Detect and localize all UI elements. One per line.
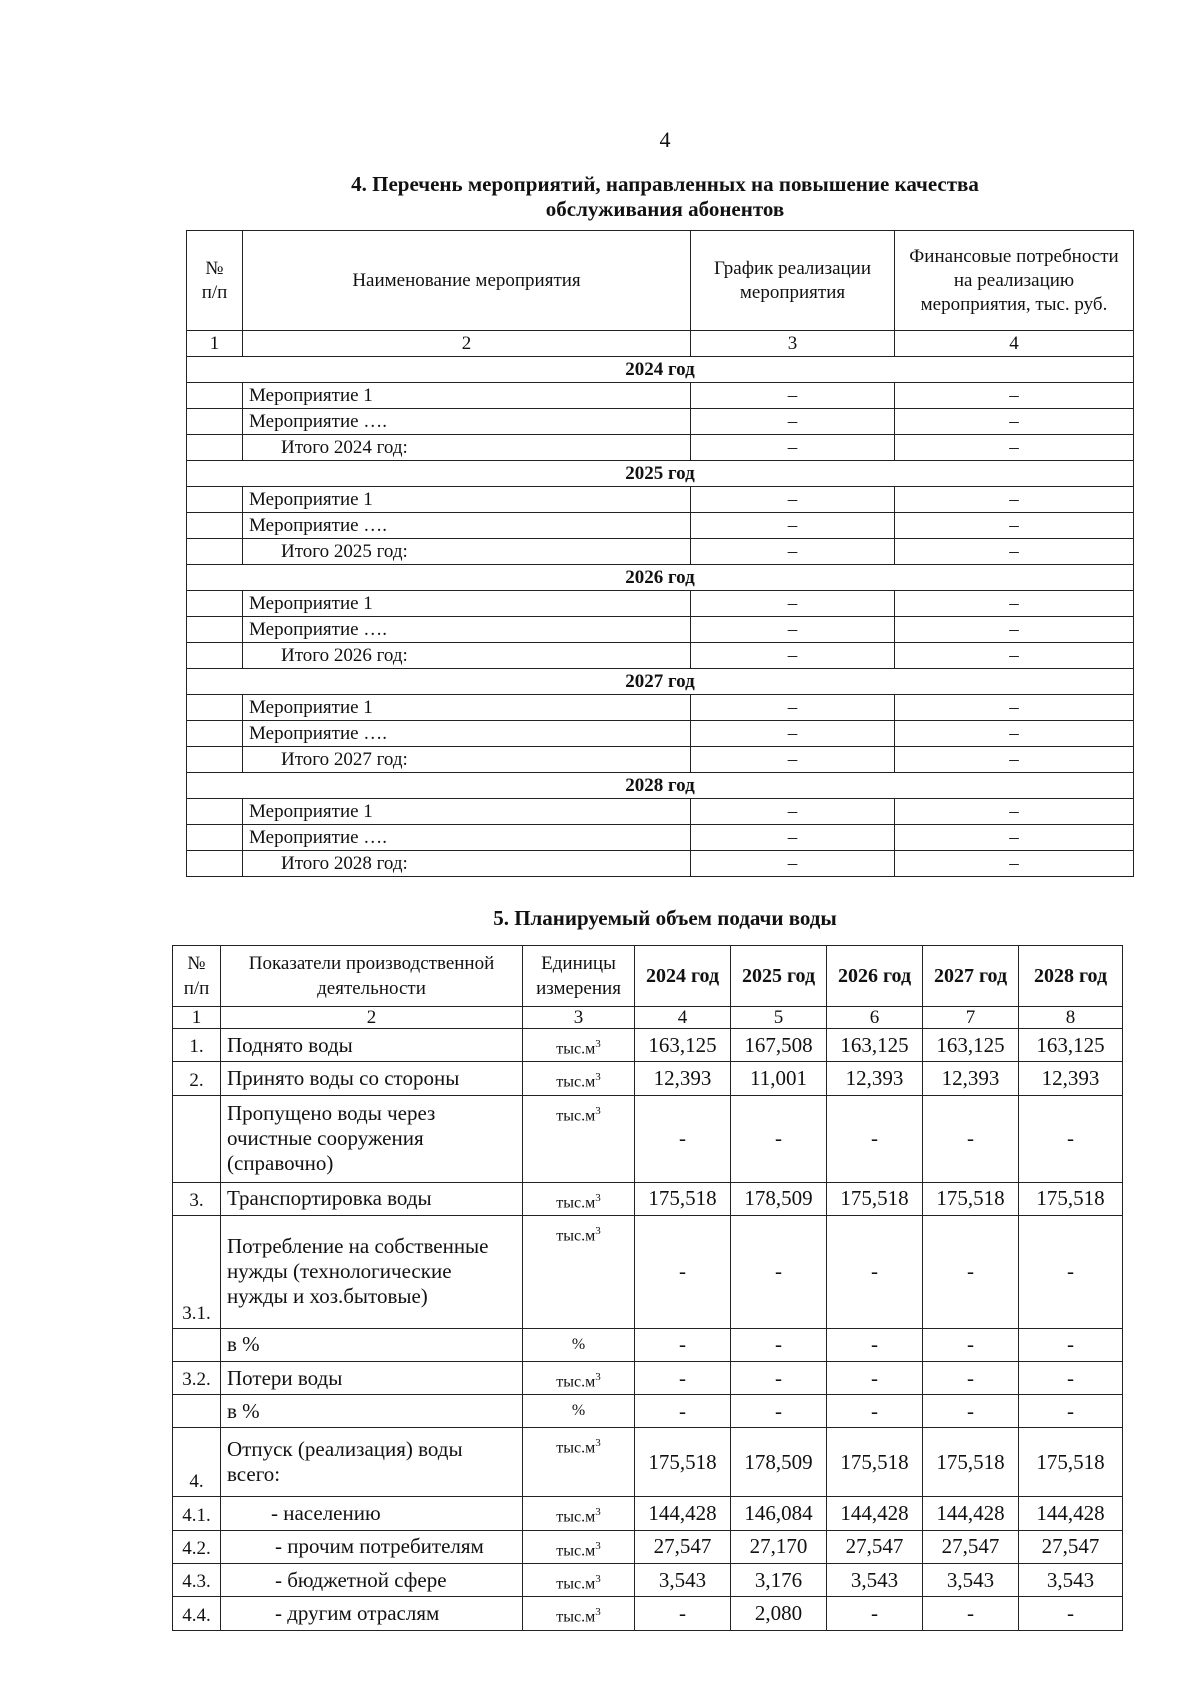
col-number: 1 (173, 1007, 221, 1029)
header-year: 2025 год (731, 946, 827, 1007)
page-number: 4 (659, 127, 671, 152)
table-row (173, 1497, 1123, 1530)
value-cell: 144,428 (635, 1497, 731, 1530)
value-cell: - (827, 1597, 923, 1630)
col-number: 1 (187, 331, 243, 357)
event-name: Мероприятие …. (243, 825, 691, 851)
year-group-row (187, 357, 1134, 383)
unit-cell (523, 1361, 635, 1394)
event-finance: – (895, 409, 1134, 435)
table-row (187, 721, 1134, 747)
table-row (173, 1361, 1123, 1394)
event-name: Итого 2025 год: (243, 539, 691, 565)
row-num (173, 1328, 221, 1361)
table-row (187, 851, 1134, 877)
unit-superscript: 3 (595, 1606, 601, 1619)
table-row (187, 643, 1134, 669)
table-row (187, 409, 1134, 435)
unit-cell (523, 1563, 635, 1596)
year-label: 2028 год (187, 773, 1134, 799)
value-cell: - (635, 1361, 731, 1394)
indicator-name: Транспортировка воды (221, 1182, 523, 1215)
table-row (173, 1182, 1123, 1215)
event-finance: – (895, 825, 1134, 851)
table-row (173, 1563, 1123, 1596)
event-schedule: – (691, 695, 895, 721)
col-number: 5 (731, 1007, 827, 1029)
value-cell: - (827, 1095, 923, 1182)
section5-title: 5. Планируемый объем подачи воды (493, 906, 837, 930)
row-num (173, 1395, 221, 1428)
events-table (186, 230, 1134, 877)
table-row (173, 1095, 1123, 1182)
event-finance: – (895, 851, 1134, 877)
col-number: 4 (895, 331, 1134, 357)
row-num (187, 513, 243, 539)
row-num: 4.4. (173, 1597, 221, 1630)
value-cell: 175,518 (1019, 1182, 1123, 1215)
value-cell: 3,543 (1019, 1563, 1123, 1596)
value-cell: 144,428 (827, 1497, 923, 1530)
event-schedule: – (691, 487, 895, 513)
row-num (187, 695, 243, 721)
value-cell: 3,176 (731, 1563, 827, 1596)
unit-text: тыс.м (556, 1073, 596, 1091)
value-cell: 167,508 (731, 1029, 827, 1062)
value-cell: - (635, 1328, 731, 1361)
row-num (187, 617, 243, 643)
table-row (187, 617, 1134, 643)
row-num: 4. (173, 1428, 221, 1497)
row-num (187, 591, 243, 617)
value-cell: 175,518 (827, 1182, 923, 1215)
event-name: Мероприятие …. (243, 617, 691, 643)
table-row (173, 1530, 1123, 1563)
event-schedule: – (691, 409, 895, 435)
unit-cell (523, 1428, 635, 1497)
unit-text: тыс.м (556, 1439, 596, 1457)
value-cell: - (1019, 1095, 1123, 1182)
indicator-name: - бюджетной сфере (221, 1563, 523, 1596)
year-label: 2025 год (187, 461, 1134, 487)
event-schedule: – (691, 435, 895, 461)
value-cell: - (731, 1395, 827, 1428)
event-finance: – (895, 617, 1134, 643)
event-finance: – (895, 721, 1134, 747)
col-number: 3 (523, 1007, 635, 1029)
value-cell: 175,518 (827, 1428, 923, 1497)
event-finance: – (895, 539, 1134, 565)
value-cell: - (635, 1215, 731, 1328)
table-row (187, 435, 1134, 461)
event-name: Итого 2028 год: (243, 851, 691, 877)
value-cell: 175,518 (1019, 1428, 1123, 1497)
unit-text: тыс.м (556, 1508, 596, 1526)
table-row (173, 1029, 1123, 1062)
event-name: Мероприятие …. (243, 409, 691, 435)
value-cell: 3,543 (635, 1563, 731, 1596)
unit-superscript: 3 (595, 1038, 601, 1050)
row-num: 2. (173, 1062, 221, 1095)
event-schedule: – (691, 383, 895, 409)
event-name: Мероприятие 1 (243, 799, 691, 825)
unit-cell (523, 1328, 635, 1361)
indicator-name: Поднято воды (221, 1029, 523, 1062)
header-schedule: График реализации мероприятия (691, 231, 895, 331)
value-cell: 3,543 (923, 1563, 1019, 1596)
unit-text: тыс.м (556, 1193, 596, 1211)
table-row (187, 513, 1134, 539)
event-schedule: – (691, 539, 895, 565)
unit-text: тыс.м (556, 1608, 596, 1626)
event-finance: – (895, 643, 1134, 669)
table-row (173, 1328, 1123, 1361)
event-schedule: – (691, 643, 895, 669)
unit-superscript: 3 (595, 1224, 601, 1237)
value-cell: - (1019, 1597, 1123, 1630)
row-num (187, 825, 243, 851)
unit-text: тыс.м (556, 1373, 596, 1391)
header-event-name: Наименование мероприятия (243, 231, 691, 331)
value-cell: - (731, 1095, 827, 1182)
unit-superscript: 3 (595, 1506, 601, 1519)
table-row (187, 799, 1134, 825)
value-cell: - (1019, 1395, 1123, 1428)
row-num (187, 721, 243, 747)
table-row (173, 1395, 1123, 1428)
event-schedule: – (691, 825, 895, 851)
unit-superscript: 3 (595, 1071, 601, 1084)
value-cell: 163,125 (923, 1029, 1019, 1062)
section4-title-line2: обслуживания абонентов (545, 197, 785, 221)
value-cell: - (923, 1215, 1019, 1328)
unit-superscript: 3 (595, 1539, 601, 1552)
event-name: Мероприятие …. (243, 513, 691, 539)
event-name: Мероприятие …. (243, 721, 691, 747)
unit-cell (523, 1215, 635, 1328)
event-finance: – (895, 799, 1134, 825)
value-cell: 27,170 (731, 1530, 827, 1563)
unit-cell (523, 1182, 635, 1215)
row-num (187, 747, 243, 773)
unit-superscript: 3 (595, 1370, 601, 1383)
table-row (187, 695, 1134, 721)
event-schedule: – (691, 851, 895, 877)
value-cell: 27,547 (827, 1530, 923, 1563)
value-cell: 175,518 (923, 1182, 1019, 1215)
event-schedule: – (691, 591, 895, 617)
header-num: № п/п (187, 231, 243, 331)
row-num (187, 539, 243, 565)
table-row (173, 1062, 1123, 1095)
header-finance: Финансовые потребности на реализацию мероприятия, тыс. руб. (895, 231, 1134, 331)
event-schedule: – (691, 721, 895, 747)
value-cell: - (635, 1395, 731, 1428)
header-indicator: Показатели производственной деятельности (221, 946, 523, 1007)
event-schedule: – (691, 513, 895, 539)
col-number: 3 (691, 331, 895, 357)
indicator-name: Пропущено воды через очистные сооружения (справочно) (221, 1095, 523, 1182)
indicator-name: в % (221, 1328, 523, 1361)
event-schedule: – (691, 617, 895, 643)
table-row (187, 591, 1134, 617)
value-cell: - (827, 1361, 923, 1394)
unit-cell (523, 1395, 635, 1428)
year-group-row (187, 669, 1134, 695)
unit-cell (523, 1497, 635, 1530)
value-cell: 146,084 (731, 1497, 827, 1530)
events-table-header (187, 231, 1134, 331)
value-cell: 178,509 (731, 1428, 827, 1497)
row-num (187, 799, 243, 825)
value-cell: 27,547 (1019, 1530, 1123, 1563)
row-num (187, 643, 243, 669)
header-year: 2024 год (635, 946, 731, 1007)
value-cell: 163,125 (1019, 1029, 1123, 1062)
unit-text: тыс.м (556, 1541, 596, 1559)
value-cell: - (923, 1395, 1019, 1428)
value-cell: 11,001 (731, 1062, 827, 1095)
col-number: 2 (221, 1007, 523, 1029)
col-number: 6 (827, 1007, 923, 1029)
water-table-header (173, 946, 1123, 1007)
event-finance: – (895, 747, 1134, 773)
col-number: 7 (923, 1007, 1019, 1029)
value-cell: 163,125 (635, 1029, 731, 1062)
year-group-row (187, 461, 1134, 487)
value-cell: 12,393 (1019, 1062, 1123, 1095)
indicator-name: - прочим потребителям (221, 1530, 523, 1563)
header-year: 2026 год (827, 946, 923, 1007)
row-num: 1. (173, 1029, 221, 1062)
row-num (187, 487, 243, 513)
unit-superscript: 3 (595, 1437, 601, 1450)
year-label: 2026 год (187, 565, 1134, 591)
indicator-name: Потребление на собственные нужды (технологические нужды и хоз.бытовые) (221, 1215, 523, 1328)
unit-cell (523, 1029, 635, 1062)
value-cell: 2,080 (731, 1597, 827, 1630)
unit-cell (523, 1530, 635, 1563)
row-num (187, 435, 243, 461)
row-num (187, 409, 243, 435)
col-number: 2 (243, 331, 691, 357)
unit-superscript: 3 (595, 1572, 601, 1585)
event-name: Итого 2027 год: (243, 747, 691, 773)
table-row (187, 747, 1134, 773)
event-schedule: – (691, 747, 895, 773)
col-number: 8 (1019, 1007, 1123, 1029)
indicator-name: - населению (221, 1497, 523, 1530)
event-schedule: – (691, 799, 895, 825)
value-cell: - (731, 1215, 827, 1328)
row-num: 4.1. (173, 1497, 221, 1530)
table-row (187, 825, 1134, 851)
indicator-name: Принято воды со стороны (221, 1062, 523, 1095)
unit-cell (523, 1597, 635, 1630)
value-cell: - (1019, 1215, 1123, 1328)
value-cell: 163,125 (827, 1029, 923, 1062)
value-cell: - (1019, 1328, 1123, 1361)
value-cell: 144,428 (1019, 1497, 1123, 1530)
event-name: Итого 2026 год: (243, 643, 691, 669)
row-num: 4.3. (173, 1563, 221, 1596)
table-row (173, 1215, 1123, 1328)
row-num: 3.2. (173, 1361, 221, 1394)
event-name: Мероприятие 1 (243, 591, 691, 617)
row-num (187, 851, 243, 877)
event-finance: – (895, 695, 1134, 721)
event-name: Мероприятие 1 (243, 487, 691, 513)
table-row (173, 1428, 1123, 1497)
value-cell: - (923, 1095, 1019, 1182)
unit-text: тыс.м (556, 1040, 596, 1058)
header-year: 2027 год (923, 946, 1019, 1007)
indicator-name: - другим отраслям (221, 1597, 523, 1630)
value-cell: - (923, 1328, 1019, 1361)
row-num (173, 1095, 221, 1182)
unit-text: тыс.м (556, 1575, 596, 1593)
section4-title-line1: 4. Перечень мероприятий, направленных на повышение качества (351, 172, 979, 196)
value-cell: 27,547 (635, 1530, 731, 1563)
value-cell: 175,518 (635, 1182, 731, 1215)
table-row (173, 1597, 1123, 1630)
indicator-name: Потери воды (221, 1361, 523, 1394)
value-cell: 12,393 (923, 1062, 1019, 1095)
events-table-column-numbers (187, 331, 1134, 357)
value-cell: - (827, 1215, 923, 1328)
indicator-name: Отпуск (реализация) воды всего: (221, 1428, 523, 1497)
event-name: Мероприятие 1 (243, 383, 691, 409)
event-name: Итого 2024 год: (243, 435, 691, 461)
unit-text: тыс.м (556, 1106, 596, 1124)
value-cell: 175,518 (923, 1428, 1019, 1497)
value-cell: - (1019, 1361, 1123, 1394)
unit-cell (523, 1062, 635, 1095)
event-name: Мероприятие 1 (243, 695, 691, 721)
col-number: 4 (635, 1007, 731, 1029)
event-finance: – (895, 487, 1134, 513)
unit-superscript: 3 (595, 1191, 601, 1204)
value-cell: 12,393 (635, 1062, 731, 1095)
value-cell: 27,547 (923, 1530, 1019, 1563)
table-row (187, 487, 1134, 513)
table-row (187, 383, 1134, 409)
value-cell: 175,518 (635, 1428, 731, 1497)
header-unit: Единицы измерения (523, 946, 635, 1007)
event-finance: – (895, 435, 1134, 461)
indicator-name: в % (221, 1395, 523, 1428)
value-cell: - (827, 1395, 923, 1428)
value-cell: - (731, 1328, 827, 1361)
water-table-column-numbers (173, 1007, 1123, 1029)
year-group-row (187, 565, 1134, 591)
value-cell: 144,428 (923, 1497, 1019, 1530)
year-group-row (187, 773, 1134, 799)
row-num: 4.2. (173, 1530, 221, 1563)
value-cell: - (635, 1095, 731, 1182)
row-num: 3.1. (173, 1215, 221, 1328)
value-cell: - (731, 1361, 827, 1394)
value-cell: - (635, 1597, 731, 1630)
event-finance: – (895, 591, 1134, 617)
row-num (187, 383, 243, 409)
value-cell: - (923, 1597, 1019, 1630)
value-cell: 3,543 (827, 1563, 923, 1596)
year-label: 2024 год (187, 357, 1134, 383)
value-cell: - (827, 1328, 923, 1361)
header-year: 2028 год (1019, 946, 1123, 1007)
value-cell: 178,509 (731, 1182, 827, 1215)
unit-text: % (571, 1335, 586, 1353)
year-label: 2027 год (187, 669, 1134, 695)
value-cell: - (923, 1361, 1019, 1394)
event-finance: – (895, 383, 1134, 409)
unit-cell (523, 1095, 635, 1182)
table-row (187, 539, 1134, 565)
value-cell: 12,393 (827, 1062, 923, 1095)
unit-text: тыс.м (556, 1227, 596, 1245)
event-finance: – (895, 513, 1134, 539)
water-volume-table (172, 945, 1123, 1631)
unit-superscript: 3 (595, 1104, 601, 1117)
section4-title (0, 172, 1200, 222)
header-num: № п/п (173, 946, 221, 1007)
unit-text: % (571, 1402, 586, 1420)
row-num: 3. (173, 1182, 221, 1215)
